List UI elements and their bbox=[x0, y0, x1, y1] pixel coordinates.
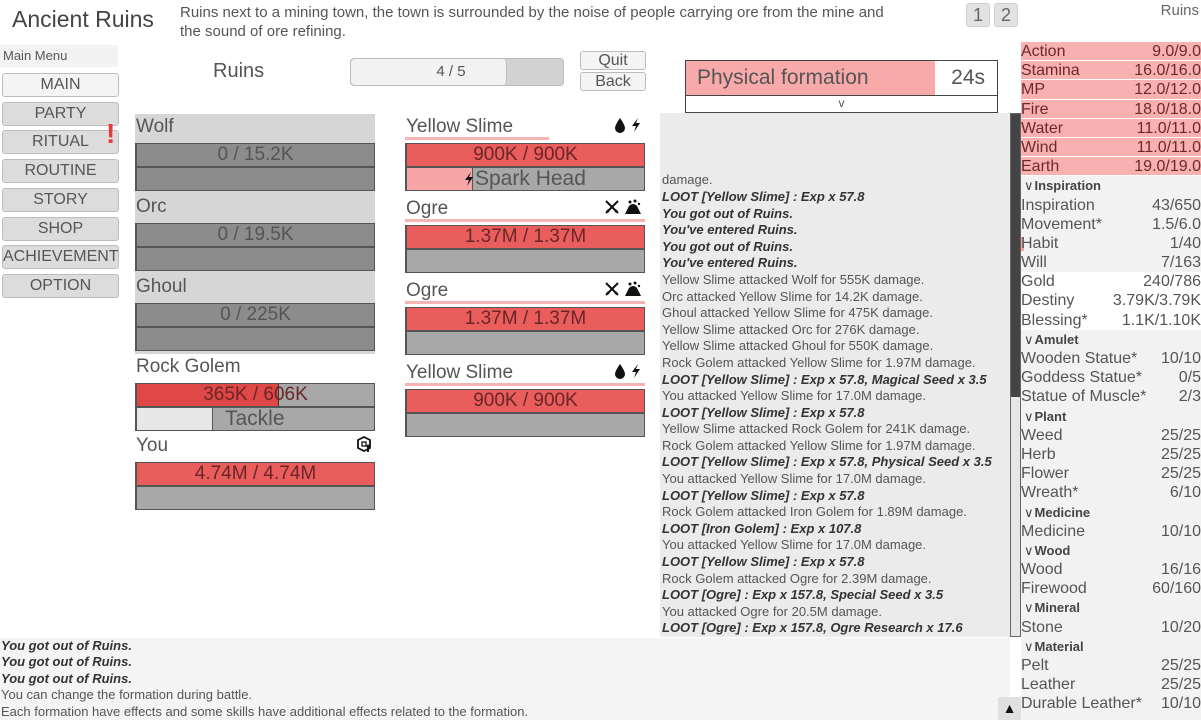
stat-label-wrap bbox=[1021, 656, 1049, 675]
stat-label: Wind bbox=[1021, 138, 1058, 156]
stat-fire[interactable] bbox=[1021, 100, 1201, 119]
earth-icon bbox=[624, 284, 642, 301]
log-loot-line: LOOT [Ogre] : Exp x 157.8, Ogre Research x 17.6 bbox=[662, 620, 963, 636]
stat-label: Water bbox=[1021, 119, 1064, 137]
stat-earth[interactable] bbox=[1021, 157, 1201, 176]
unit-name bbox=[405, 360, 645, 386]
ally-unit bbox=[135, 354, 375, 431]
stat-item[interactable] bbox=[1021, 579, 1201, 598]
stat-label: Stamina bbox=[1021, 62, 1080, 80]
log-line: You attacked Ogre for 20.5M damage. bbox=[662, 603, 882, 619]
unit-name-text: Wolf bbox=[136, 116, 174, 137]
stat-label-wrap bbox=[1021, 387, 1146, 406]
chevron-down-icon: ∨ bbox=[1024, 504, 1034, 520]
ally-unit bbox=[135, 433, 375, 510]
stat-value: 7/163 bbox=[1160, 254, 1201, 272]
group-header-material[interactable] bbox=[1021, 637, 1201, 656]
hp-text: 1.37M / 1.37M bbox=[464, 226, 587, 247]
log-line: Yellow Slime attacked Rock Golem for 241K damage. bbox=[662, 421, 971, 437]
stat-label: Leather bbox=[1021, 676, 1076, 694]
message-line: Each formation have effects and some skills have additional effects related to the formation. bbox=[1, 703, 529, 719]
stat-label: Gold bbox=[1021, 273, 1055, 291]
unit-name bbox=[405, 114, 645, 140]
unit-name-text: Yellow Slime bbox=[406, 362, 514, 383]
chevron-down-icon: ∨ bbox=[1024, 638, 1034, 654]
stat-item[interactable] bbox=[1021, 656, 1201, 675]
formation-timer: 24s bbox=[951, 66, 985, 89]
stat-label-wrap bbox=[1021, 445, 1056, 464]
stat-value: 43/650 bbox=[1152, 196, 1201, 214]
stat-label-wrap bbox=[1021, 368, 1142, 387]
group-header-mineral[interactable] bbox=[1021, 598, 1201, 617]
lightning-icon bbox=[463, 171, 475, 191]
group-header-medicine[interactable] bbox=[1021, 503, 1201, 522]
hp-text: 365K / 606K bbox=[203, 384, 308, 405]
stat-stamina[interactable] bbox=[1021, 61, 1201, 80]
unit-name-text: Ghoul bbox=[136, 276, 187, 297]
chevron-down-icon: ∨ bbox=[1024, 542, 1034, 558]
water-drop-icon bbox=[614, 120, 626, 137]
stat-label-wrap bbox=[1021, 215, 1102, 234]
stat-item[interactable] bbox=[1021, 311, 1201, 330]
stat-label: Wreath* bbox=[1021, 484, 1079, 502]
ally-unit bbox=[135, 114, 375, 194]
hp-text: 1.37M / 1.37M bbox=[464, 308, 587, 329]
hp-text: 0 / 225K bbox=[220, 304, 291, 325]
hp-bar bbox=[405, 143, 645, 167]
skill-bar bbox=[135, 167, 375, 191]
skill-bar bbox=[405, 331, 645, 355]
stat-label: Firewood bbox=[1021, 580, 1087, 598]
stat-action[interactable] bbox=[1021, 42, 1201, 61]
stat-label: Flower bbox=[1021, 465, 1070, 483]
message-line: You got out of Ruins. bbox=[1, 670, 132, 686]
page-2-button[interactable]: 2 bbox=[994, 3, 1018, 27]
stat-label: Earth bbox=[1021, 158, 1060, 176]
stat-label: Pelt bbox=[1021, 657, 1049, 674]
stat-value: 12.0/12.0 bbox=[1134, 81, 1201, 99]
log-line: Yellow Slime attacked Wolf for 555K damage. bbox=[662, 271, 925, 287]
skill-name: Tackle bbox=[225, 407, 285, 430]
stat-label-wrap bbox=[1021, 272, 1055, 291]
stat-value: 16/16 bbox=[1160, 561, 1201, 579]
log-line: You attacked Yellow Slime for 17.0M damage. bbox=[662, 388, 927, 404]
log-loot-line: You've entered Ruins. bbox=[662, 222, 798, 238]
unit-name-text: You bbox=[136, 435, 169, 456]
unit-attribute-icons bbox=[610, 116, 642, 142]
stat-label-wrap bbox=[1021, 349, 1137, 368]
log-line: You attacked Yellow Slime for 17.0M damage. bbox=[662, 537, 927, 553]
stat-value: 11.0/11.0 bbox=[1136, 138, 1201, 156]
menu-item-story[interactable]: STORY bbox=[2, 188, 119, 212]
log-loot-line: LOOT [Yellow Slime] : Exp x 57.8 bbox=[662, 554, 865, 570]
hp-text: 0 / 19.5K bbox=[217, 224, 294, 245]
stat-label-wrap bbox=[1021, 483, 1079, 502]
stat-label: Destiny bbox=[1021, 292, 1075, 310]
stat-label: Statue of Muscle* bbox=[1021, 388, 1147, 406]
stat-value: 11.0/11.0 bbox=[1136, 119, 1201, 137]
resource-panel[interactable] bbox=[1021, 42, 1201, 720]
log-line: damage. bbox=[662, 172, 713, 188]
skill-name: Spark Head bbox=[475, 167, 586, 190]
stat-label: Weed bbox=[1021, 426, 1063, 444]
hp-text: 4.74M / 4.74M bbox=[194, 463, 317, 484]
stat-item[interactable] bbox=[1021, 215, 1201, 234]
enemy-unit[interactable] bbox=[405, 196, 645, 273]
group-title: Inspiration bbox=[1034, 178, 1101, 194]
enemy-unit[interactable] bbox=[405, 360, 645, 437]
area-progress-bar bbox=[350, 58, 564, 86]
stat-label: Fire bbox=[1021, 100, 1049, 118]
stat-item[interactable] bbox=[1021, 349, 1201, 368]
stat-label-wrap bbox=[1021, 253, 1047, 272]
stat-value: 60/160 bbox=[1152, 580, 1201, 598]
enemy-unit[interactable] bbox=[405, 278, 645, 355]
stat-item[interactable] bbox=[1021, 196, 1201, 215]
skill-bar bbox=[405, 167, 645, 191]
unit-name-text: Ogre bbox=[406, 198, 449, 219]
quit-button[interactable]: Quit bbox=[580, 51, 646, 70]
crossed-swords-icon bbox=[604, 284, 620, 301]
group-header-wood[interactable] bbox=[1021, 541, 1201, 560]
hp-bar bbox=[135, 462, 375, 486]
stat-label-wrap bbox=[1021, 426, 1063, 445]
formation-selector[interactable] bbox=[685, 60, 998, 96]
location-label: Ruins bbox=[1160, 2, 1199, 19]
group-title: Material bbox=[1034, 638, 1084, 654]
ally-unit bbox=[135, 274, 375, 354]
unit-name-text: Orc bbox=[136, 196, 167, 217]
stat-item[interactable] bbox=[1021, 675, 1201, 694]
menu-item-ritual[interactable]: RITUAL bbox=[2, 130, 119, 154]
stat-item[interactable] bbox=[1021, 483, 1201, 502]
skill-bar bbox=[135, 486, 375, 510]
log-loot-line: LOOT [Ogre] : Exp x 157.8, Special Seed x 3.5 bbox=[662, 587, 944, 603]
stat-value: 1.1K/1.10K bbox=[1121, 311, 1201, 329]
unit-attribute-icons bbox=[600, 198, 642, 224]
stat-value: 18.0/18.0 bbox=[1134, 100, 1201, 118]
menu-item-option[interactable]: OPTION bbox=[2, 274, 119, 298]
stat-label-wrap bbox=[1021, 234, 1058, 253]
message-log bbox=[0, 638, 1010, 720]
stat-mp[interactable] bbox=[1021, 80, 1201, 99]
crossed-swords-icon bbox=[604, 202, 620, 219]
ritual-alert-icon: ! bbox=[106, 118, 116, 149]
stat-item[interactable] bbox=[1021, 560, 1201, 579]
log-line: Rock Golem attacked Ogre for 2.39M damage. bbox=[662, 570, 932, 586]
progress-text: 4 / 5 bbox=[436, 63, 466, 80]
log-line: You attacked Yellow Slime for 17.0M damage. bbox=[662, 471, 927, 487]
head-gear-icon bbox=[356, 435, 372, 461]
stat-label: MP bbox=[1021, 81, 1045, 99]
unit-name bbox=[405, 278, 645, 304]
stat-value: 9.0/9.0 bbox=[1152, 43, 1201, 60]
group-title: Plant bbox=[1034, 408, 1067, 424]
stat-label: Wooden Statue* bbox=[1021, 350, 1138, 367]
log-loot-line: You got out of Ruins. bbox=[662, 205, 793, 221]
scroll-up-icon[interactable]: ▲ bbox=[998, 697, 1021, 720]
log-loot-line: LOOT [Iron Golem] : Exp x 107.8 bbox=[662, 520, 862, 536]
lightning-icon bbox=[630, 366, 642, 383]
menu-item-shop[interactable]: SHOP bbox=[2, 217, 119, 241]
stat-value: 10/10 bbox=[1160, 522, 1201, 540]
log-line: Yellow Slime attacked Orc for 276K damage. bbox=[662, 321, 920, 337]
stat-label: Movement* bbox=[1021, 215, 1102, 233]
stat-item[interactable] bbox=[1021, 522, 1201, 541]
message-line: You can change the formation during battle. bbox=[1, 687, 253, 703]
group-header-amulet[interactable] bbox=[1021, 330, 1201, 349]
stat-value: 3.79K/3.79K bbox=[1112, 292, 1201, 310]
stat-item[interactable] bbox=[1021, 694, 1201, 713]
ally-list bbox=[135, 114, 375, 512]
stat-item[interactable] bbox=[1021, 272, 1201, 291]
stat-label-wrap bbox=[1021, 522, 1085, 541]
page-title: Ancient Ruins bbox=[12, 6, 154, 32]
skill-bar bbox=[405, 249, 645, 273]
stat-item[interactable] bbox=[1021, 464, 1201, 483]
group-title: Mineral bbox=[1034, 600, 1081, 616]
stat-label-wrap bbox=[1021, 694, 1142, 713]
stat-label: Stone bbox=[1021, 618, 1063, 636]
ally-unit bbox=[135, 194, 375, 274]
stat-label: Herb bbox=[1021, 445, 1056, 463]
unit-name-text: Rock Golem bbox=[136, 356, 241, 377]
log-line: Rock Golem attacked Yellow Slime for 1.97M damage. bbox=[662, 437, 976, 453]
stat-water[interactable] bbox=[1021, 119, 1201, 138]
menu-item-achievement[interactable]: ACHIEVEMENT bbox=[2, 245, 119, 269]
stat-label-wrap bbox=[1021, 579, 1087, 598]
unit-name-text: Ogre bbox=[406, 280, 449, 301]
stat-item[interactable] bbox=[1021, 445, 1201, 464]
log-loot-line: LOOT [Yellow Slime] : Exp x 57.8 bbox=[662, 487, 865, 503]
main-menu-header: Main Menu bbox=[0, 45, 118, 67]
page-1-button[interactable]: 1 bbox=[966, 3, 990, 27]
stat-item[interactable] bbox=[1021, 291, 1201, 310]
stat-item[interactable] bbox=[1021, 234, 1201, 253]
unit-attribute-icons bbox=[600, 280, 642, 306]
stat-item[interactable] bbox=[1021, 426, 1201, 445]
lightning-icon bbox=[630, 120, 642, 137]
stat-value: 10/10 bbox=[1160, 695, 1201, 713]
unit-name bbox=[135, 194, 375, 220]
chevron-down-icon: ∨ bbox=[1024, 178, 1034, 194]
log-loot-line: LOOT [Yellow Slime] : Exp x 57.8 bbox=[662, 404, 865, 420]
log-line: Orc attacked Yellow Slime for 14.2K damage. bbox=[662, 288, 923, 304]
log-loot-line: You got out of Ruins. bbox=[662, 238, 793, 254]
group-title: Wood bbox=[1034, 542, 1071, 558]
battle-log-scrollbar[interactable] bbox=[1010, 113, 1021, 637]
stat-label: Blessing* bbox=[1021, 311, 1088, 329]
stat-item[interactable] bbox=[1021, 253, 1201, 272]
stat-value: 25/25 bbox=[1160, 445, 1201, 463]
stat-wind[interactable] bbox=[1021, 138, 1201, 157]
stat-value: 25/25 bbox=[1160, 657, 1201, 674]
hp-text: 900K / 900K bbox=[473, 390, 578, 411]
log-line: Yellow Slime attacked Ghoul for 550K damage. bbox=[662, 338, 934, 354]
battle-log[interactable] bbox=[660, 113, 1010, 637]
stat-label-wrap bbox=[1021, 291, 1074, 310]
formation-dropdown-toggle[interactable]: v bbox=[685, 96, 998, 113]
stat-value: 19.0/19.0 bbox=[1134, 158, 1201, 176]
menu-item-main[interactable]: MAIN bbox=[2, 73, 119, 97]
hp-bar bbox=[135, 303, 375, 327]
hp-bar bbox=[135, 383, 375, 407]
menu-item-routine[interactable]: ROUTINE bbox=[2, 159, 119, 183]
stat-label: Habit bbox=[1021, 234, 1059, 252]
menu-item-party[interactable]: PARTY bbox=[2, 102, 119, 126]
group-header-inspiration[interactable] bbox=[1021, 176, 1201, 195]
enemy-unit[interactable] bbox=[405, 114, 645, 191]
stat-value: 25/25 bbox=[1160, 465, 1201, 483]
stat-value: 0/5 bbox=[1178, 369, 1201, 387]
log-line: Ghoul attacked Yellow Slime for 475K damage. bbox=[662, 305, 934, 321]
stat-label: Action bbox=[1021, 43, 1066, 60]
stat-label: Will bbox=[1021, 254, 1047, 272]
hp-bar bbox=[135, 143, 375, 167]
hp-bar bbox=[135, 223, 375, 247]
formation-name: Physical formation bbox=[686, 61, 935, 95]
group-title: Amulet bbox=[1034, 331, 1079, 347]
stat-label: Goddess Statue* bbox=[1021, 369, 1142, 387]
stat-label-wrap bbox=[1021, 196, 1095, 215]
enemy-list bbox=[405, 114, 645, 442]
unit-name-text: Yellow Slime bbox=[406, 116, 514, 137]
stat-value: 10/20 bbox=[1160, 618, 1201, 636]
hp-text: 900K / 900K bbox=[473, 144, 578, 165]
unit-name bbox=[135, 433, 375, 459]
stat-value: 10/10 bbox=[1160, 350, 1201, 367]
stat-value: 6/10 bbox=[1169, 484, 1201, 502]
skill-bar bbox=[135, 407, 375, 431]
log-line: Rock Golem attacked Yellow Slime for 1.97M damage. bbox=[662, 354, 976, 370]
water-drop-icon bbox=[614, 366, 626, 383]
chevron-down-icon: ∨ bbox=[1024, 408, 1034, 424]
area-description: Ruins next to a mining town, the town is surrounded by the noise of people carrying ore from the mine and the sound of ore refining. bbox=[180, 4, 884, 40]
group-title: Medicine bbox=[1034, 504, 1091, 520]
hp-bar bbox=[405, 307, 645, 331]
back-button[interactable]: Back bbox=[580, 72, 646, 91]
stat-label-wrap bbox=[1021, 560, 1063, 579]
stat-item[interactable] bbox=[1021, 618, 1201, 637]
skill-bar bbox=[405, 413, 645, 437]
stat-item[interactable] bbox=[1021, 368, 1201, 387]
stat-label-wrap bbox=[1021, 675, 1075, 694]
chevron-down-icon: ∨ bbox=[1024, 331, 1034, 347]
log-loot-line: You've entered Ruins. bbox=[662, 255, 798, 271]
unit-name bbox=[135, 274, 375, 300]
stat-value: 1/40 bbox=[1169, 234, 1201, 252]
stat-value: 240/786 bbox=[1143, 273, 1201, 291]
area-title: Ruins bbox=[213, 60, 265, 82]
scrollbar-thumb[interactable] bbox=[1011, 114, 1020, 397]
skill-progress bbox=[137, 408, 213, 430]
hp-text: 0 / 15.2K bbox=[217, 144, 294, 165]
group-header-plant[interactable] bbox=[1021, 407, 1201, 426]
hp-bar bbox=[405, 225, 645, 249]
stat-item[interactable] bbox=[1021, 387, 1201, 406]
stat-value: 25/25 bbox=[1160, 426, 1201, 444]
unit-name bbox=[135, 114, 375, 140]
log-loot-line: LOOT [Yellow Slime] : Exp x 57.8, Magical Seed x 3.5 bbox=[662, 371, 987, 387]
skill-bar bbox=[135, 327, 375, 351]
stat-label-wrap bbox=[1021, 464, 1069, 483]
message-line: You got out of Ruins. bbox=[1, 654, 132, 670]
stat-label: Durable Leather* bbox=[1021, 695, 1142, 713]
unit-name bbox=[135, 354, 375, 380]
chevron-down-icon: ∨ bbox=[1024, 600, 1034, 616]
skill-bar bbox=[135, 247, 375, 271]
log-line: Rock Golem attacked Iron Golem for 1.89M damage. bbox=[662, 504, 967, 520]
log-loot-line: LOOT [Yellow Slime] : Exp x 57.8 bbox=[662, 188, 865, 204]
log-loot-line: LOOT [Yellow Slime] : Exp x 57.8, Physical Seed x 3.5 bbox=[662, 454, 992, 470]
stat-label: Inspiration bbox=[1021, 196, 1095, 214]
stat-label: Wood bbox=[1021, 561, 1063, 579]
stat-label: Medicine bbox=[1021, 522, 1086, 540]
unit-name bbox=[405, 196, 645, 222]
hp-bar bbox=[405, 389, 645, 413]
stat-value: 25/25 bbox=[1160, 676, 1201, 694]
stat-value: 2/3 bbox=[1178, 388, 1201, 406]
message-line: You got out of Ruins. bbox=[1, 638, 132, 653]
earth-icon bbox=[624, 202, 642, 219]
stat-value: 1.5/6.0 bbox=[1152, 215, 1201, 233]
stat-value: 16.0/16.0 bbox=[1134, 62, 1201, 80]
unit-attribute-icons bbox=[610, 362, 642, 388]
stat-label-wrap bbox=[1021, 618, 1063, 637]
stat-label-wrap bbox=[1021, 311, 1088, 330]
